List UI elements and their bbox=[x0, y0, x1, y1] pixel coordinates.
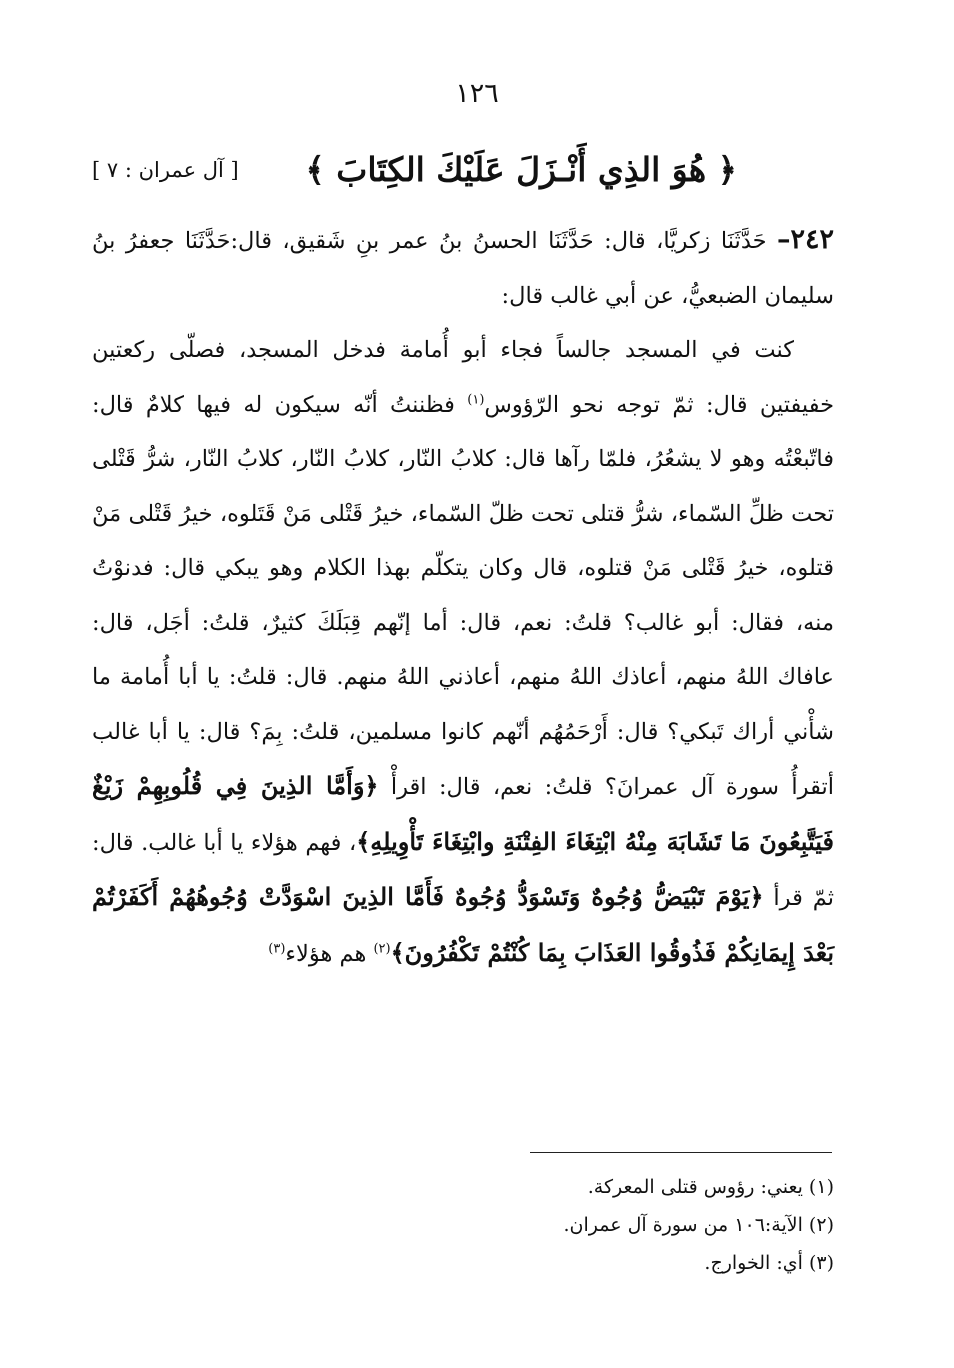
matn-text-4: هم هؤلاء bbox=[285, 940, 374, 967]
footnotes bbox=[92, 1168, 834, 1282]
matn-text-1: كنت في المسجد جالساً فجاء أبو أُمامة فدخل المسجد، فصلّى ركعتين خفيفتين قال: ثمّ توجه نحو الرّؤوس bbox=[92, 337, 834, 418]
quran-quote-1: ﴿وَأَمَّا الذِينَ فِي قُلُوبِهِمْ زَيْغٌ فَيَتَّبِعُونَ مَا تَشَابَهَ مِنْهُ ابْتِغَاءَ الفِتْنَةِ وابْتِغَاءَ تَأْوِيلِهِ﴾ bbox=[92, 771, 834, 856]
matn-text-3: ، فهم هؤلاء يا أبا غالب. قال: ثمّ قرأ bbox=[92, 829, 834, 911]
footnote-divider bbox=[530, 1152, 832, 1153]
hadith-number: ٢٤٢– bbox=[776, 224, 834, 255]
hadith-body bbox=[92, 213, 834, 981]
page-number: ١٢٦ bbox=[455, 78, 499, 109]
matn-text-2: فظننتُ أنّه سيكون له فيها كلامٌ قال: فاتّبعْتُه وهو لا يشعُرُ، فلمّا رآها قال: كلابُ النّار، كلابُ النّار، كلابُ النّار، شرُّ قَتْلى تحت ظلِّ السّماء، شرُّ قتلى تحت ظلّ السّماء، خيرُ قَتْلى مَنْ قَتَلوه، خيرُ قَتْلى مَنْ قتلوه، خيرُ قَتْلى مَنْ قتلوه، قال وكان يتكلّم بهذا الكلام وهو يبكي قال: فدنوْتُ منه، فقال: أبو غالب؟ قلتُ: نعم، قال: أما إنّهم قِبَلَكَ كثيرٌ، قلتُ: أجَل، قال: عافاك اللهُ منهم، أعاذك اللهُ منهم، أعاذني اللهُ منهم. قال: قلتُ: يا أبا أُمامة ما شأْني أراك تَبكي؟ قال: أَرْحَمُهُم أنّهم كانوا مسلمين، قلتُ: بِمَ؟ قال: يا أبا غالب أتقرأُ سورة آل عمرانَ؟ قلتُ: نعم، قال: اقرأْ bbox=[92, 391, 834, 800]
verse-reference: [ آل عمران : ٧ ] bbox=[92, 158, 239, 182]
hadith-chain bbox=[92, 213, 834, 323]
chapter-heading bbox=[92, 150, 832, 206]
footnote-marker-3: (٣) bbox=[268, 941, 286, 956]
footnote-2: (٢) الآية:١٠٦ من سورة آل عمران. bbox=[563, 1214, 834, 1236]
isnad-text: حَدَّثَنَا زكريَّا، قال: حَدَّثَنَا الحسنُ بنُ عمر بنِ شَقيق، قال:حَدَّثَنَا جعفرُ بنُ سليمان الضبعيُّ، عن أبي غالب قال: bbox=[92, 228, 834, 309]
quran-quote-2: ﴿يَوْمَ تَبْيَضُّ وُجُوهٌ وَتَسْوَدُّ وُجُوهٌ فَأَمَّا الذِينَ اسْوَدَّتْ وُجُوهُهُمْ أَكَفَرْتُمْ بَعْدَ إِيمَانِكُمْ فَذُوقُوا العَذَابَ بِمَا كُنْتُمْ تَكْفُرُونَ﴾ bbox=[92, 882, 834, 967]
footnote-1: (١) يعني: رؤوس قتلى المعركة. bbox=[587, 1176, 834, 1198]
hadith-matn bbox=[92, 323, 834, 981]
footnote-marker-2: (٢) bbox=[373, 941, 391, 956]
footnote-3: (٣) أي: الخوارج. bbox=[704, 1252, 834, 1274]
verse-heading: ﴿ هُوَ الذِي أَنْـزَلَ عَلَيْكَ الكِتَابَ ﴾ bbox=[305, 150, 737, 189]
footnote-marker-1: (١) bbox=[467, 392, 485, 407]
